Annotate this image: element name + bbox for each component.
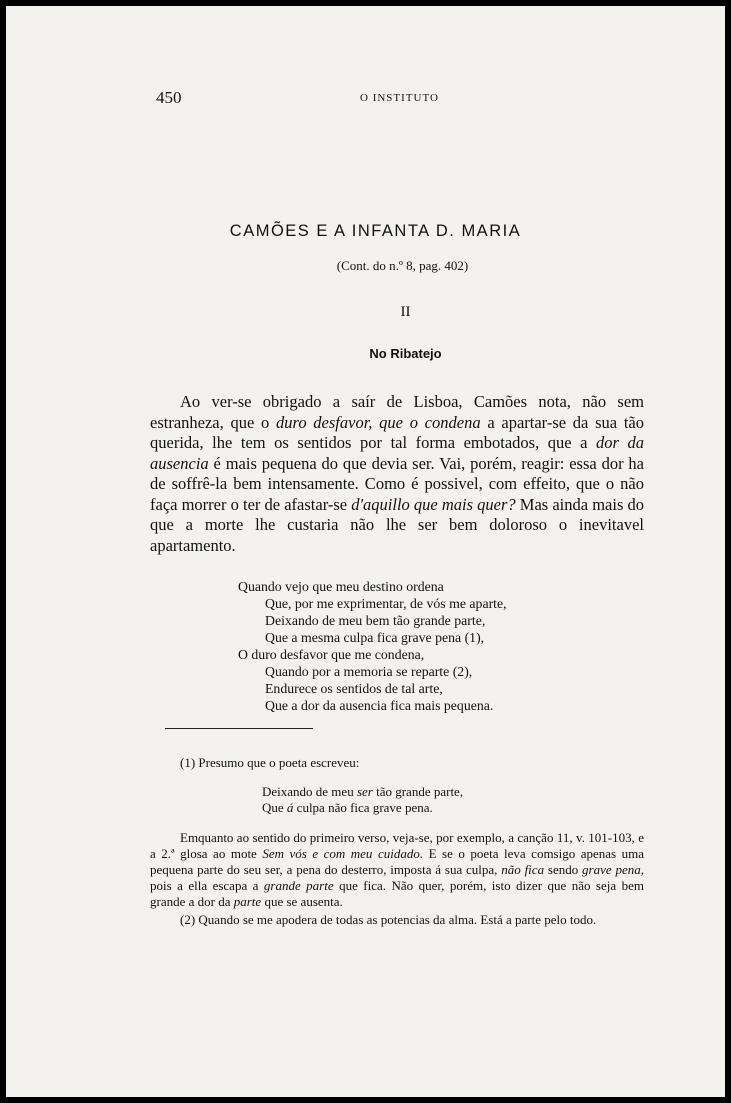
book-page: [6, 6, 725, 1097]
footnote-1-commentary: Emquanto ao sentido do primeiro verso, veja-se, por exemplo, a canção 11, v. 101-103, e a 2.ª glosa ao mote Sem vós e com meu cuidado. E se o poeta leva comsigo apenas uma pequena parte do seu ser, a pena do desterro, imposta á sua culpa, não fica sendo grave pena, pois a ella escapa a grande parte que fica. Não quer, porém, isto dizer que não seja bem grande a dor da parte que se ausenta.: [150, 830, 644, 909]
article-title: CAMÕES E A INFANTA D. MARIA: [229, 222, 522, 240]
poem-line: O duro desfavor que me condena,: [238, 647, 425, 662]
poem-line: Quando vejo que meu destino ordena: [238, 579, 444, 594]
poem-line: Deixando de meu bem tão grande parte,: [265, 613, 486, 628]
poem-line: Que a dor da ausencia fica mais pequena.: [265, 698, 494, 713]
footnotes: [150, 755, 644, 928]
page-number: 450: [156, 88, 182, 107]
poem-line: Endurece os sentidos de tal arte,: [265, 681, 443, 696]
footnote-1-intro: (1) Presumo que o poeta escreveu:: [180, 755, 360, 770]
footnote-2: (2) Quando se me apodera de todas as potencias da alma. Está a parte pelo todo.: [180, 912, 597, 927]
footnote-divider: [165, 728, 313, 729]
body-paragraph: Ao ver-se obrigado a saír de Lisboa, Camões nota, não sem estranheza, que o duro desfavor, que o condena a apartar-se da sua tão querida, lhe tem os sentidos por tal forma embotados, que a dor da ausencia é mais pequena do que devia ser. Vai, porém, reagir: essa dor ha de soffrê-la bem intensamente. Como é possivel, com effeito, que o não faça morrer o ter de afastar-se d'aquillo que mais quer? Mas ainda mais do que a morte lhe custaria não lhe ser bem doloroso o inevitavel apartamento.: [150, 392, 645, 555]
continuation-note: (Cont. do n.º 8, pag. 402): [336, 258, 469, 273]
poem-stanza: [238, 578, 598, 714]
section-number: II: [400, 304, 411, 320]
running-head: [156, 88, 546, 110]
journal-title: O INSTITUTO: [360, 92, 439, 104]
poem-line: Que, por me exprimentar, de vós me aparte,: [265, 596, 507, 611]
section-title: No Ribatejo: [369, 346, 442, 361]
poem-line: Que a mesma culpa fica grave pena (1),: [265, 630, 485, 645]
footnote-1-verse: Deixando de meu ser tão grande parte, Que á culpa não fica grave pena.: [262, 784, 464, 815]
poem-line: Quando por a memoria se reparte (2),: [265, 664, 473, 679]
